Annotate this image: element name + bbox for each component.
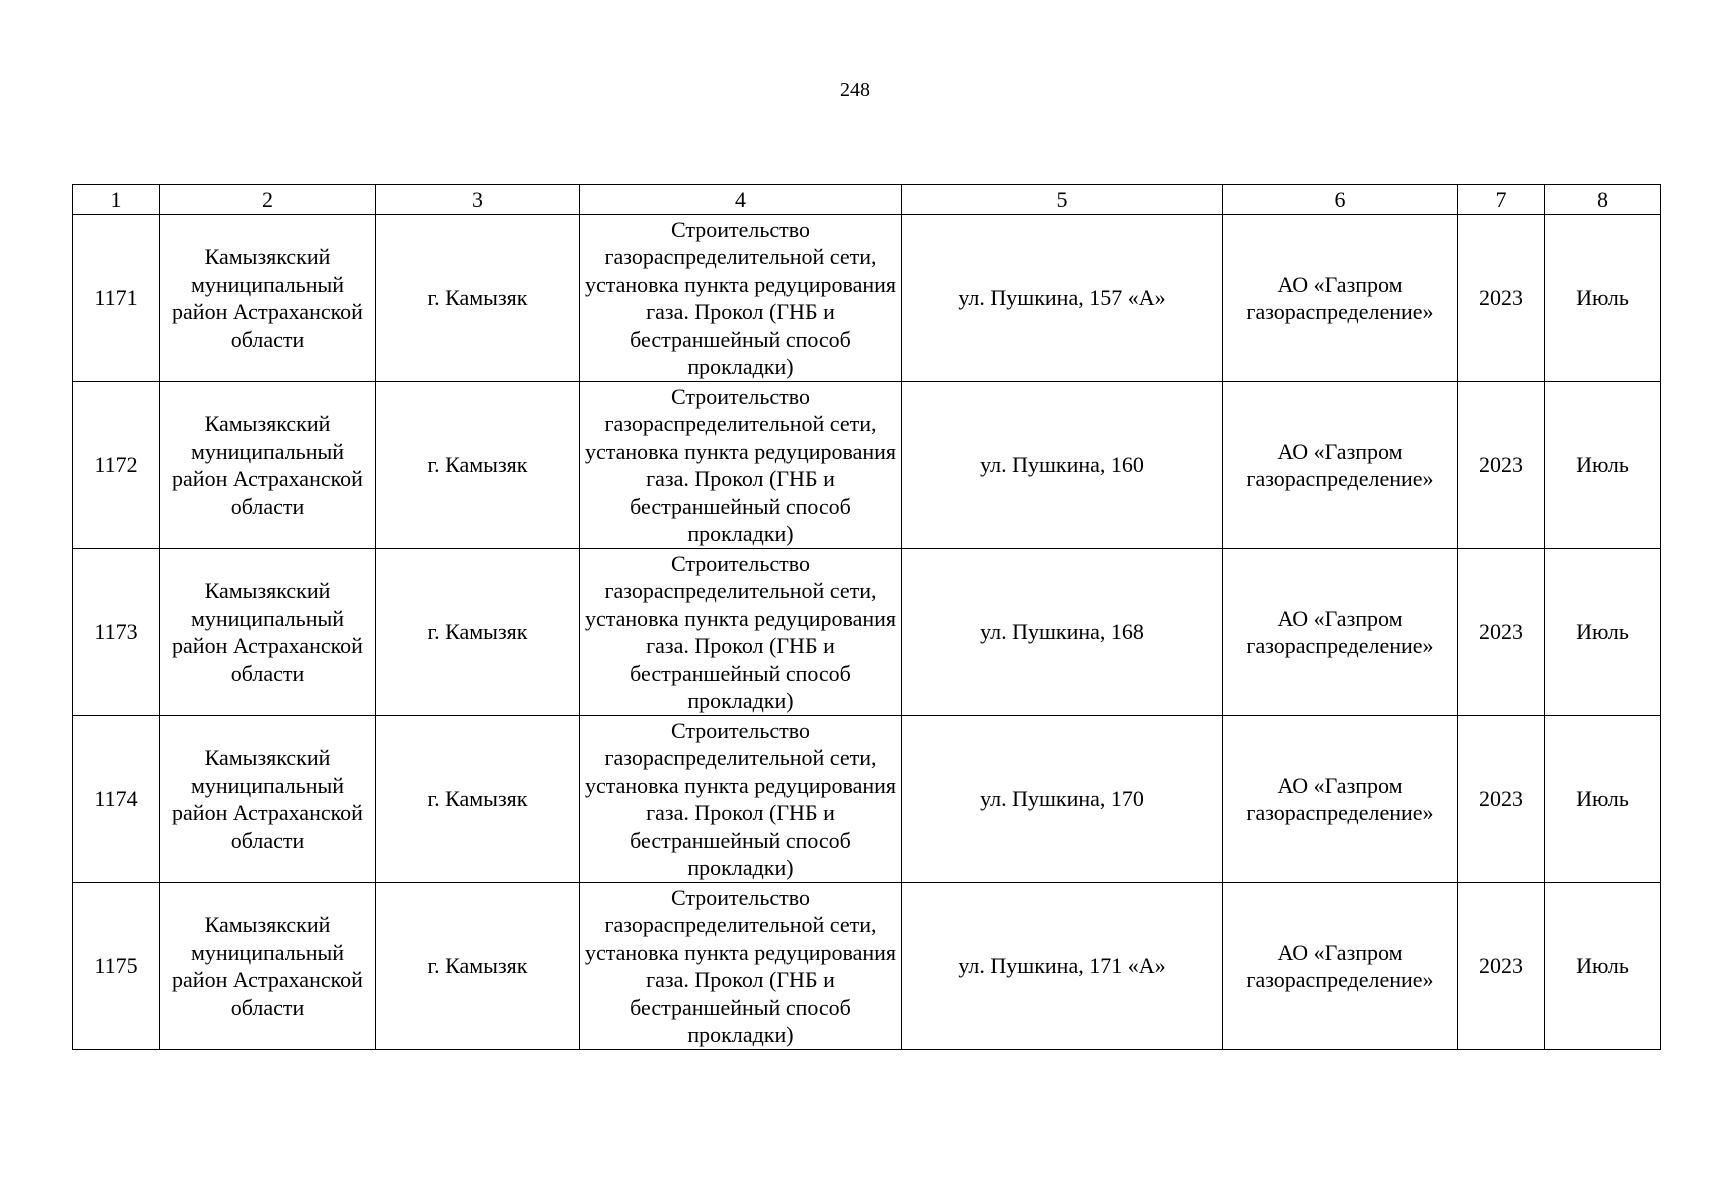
- district-cell: Камызякский муниципальный район Астраханской области: [160, 382, 376, 549]
- works-cell: Строительство газораспределительной сети, установка пункта редуцирования газа. Прокол (ГНБ и бестраншейный способ прокладки): [580, 382, 902, 549]
- table-row: [73, 382, 1661, 549]
- column-header-2: 2: [160, 185, 376, 215]
- locality-cell: г. Камызяк: [376, 716, 580, 883]
- column-number-row: [73, 185, 1661, 215]
- organization-cell: АО «Газпром газораспределение»: [1223, 215, 1458, 382]
- month-cell: Июль: [1545, 382, 1661, 549]
- table-row: [73, 215, 1661, 382]
- address-cell: ул. Пушкина, 171 «А»: [902, 883, 1223, 1050]
- locality-cell: г. Камызяк: [376, 382, 580, 549]
- table-row: [73, 549, 1661, 716]
- works-cell: Строительство газораспределительной сети, установка пункта редуцирования газа. Прокол (ГНБ и бестраншейный способ прокладки): [580, 215, 902, 382]
- district-cell: Камызякский муниципальный район Астраханской области: [160, 883, 376, 1050]
- locality-cell: г. Камызяк: [376, 883, 580, 1050]
- row-number-cell: 1171: [73, 215, 160, 382]
- column-header-3: 3: [376, 185, 580, 215]
- table-row: [73, 716, 1661, 883]
- month-cell: Июль: [1545, 215, 1661, 382]
- works-cell: Строительство газораспределительной сети, установка пункта редуцирования газа. Прокол (ГНБ и бестраншейный способ прокладки): [580, 549, 902, 716]
- page-number: 248: [840, 79, 870, 101]
- district-cell: Камызякский муниципальный район Астраханской области: [160, 549, 376, 716]
- column-header-5: 5: [902, 185, 1223, 215]
- row-number-cell: 1172: [73, 382, 160, 549]
- column-header-1: 1: [73, 185, 160, 215]
- column-header-4: 4: [580, 185, 902, 215]
- address-cell: ул. Пушкина, 168: [902, 549, 1223, 716]
- works-cell: Строительство газораспределительной сети, установка пункта редуцирования газа. Прокол (ГНБ и бестраншейный способ прокладки): [580, 883, 902, 1050]
- works-cell: Строительство газораспределительной сети, установка пункта редуцирования газа. Прокол (ГНБ и бестраншейный способ прокладки): [580, 716, 902, 883]
- year-cell: 2023: [1458, 382, 1545, 549]
- address-cell: ул. Пушкина, 170: [902, 716, 1223, 883]
- year-cell: 2023: [1458, 549, 1545, 716]
- organization-cell: АО «Газпром газораспределение»: [1223, 382, 1458, 549]
- locality-cell: г. Камызяк: [376, 549, 580, 716]
- row-number-cell: 1173: [73, 549, 160, 716]
- organization-cell: АО «Газпром газораспределение»: [1223, 549, 1458, 716]
- organization-cell: АО «Газпром газораспределение»: [1223, 883, 1458, 1050]
- month-cell: Июль: [1545, 549, 1661, 716]
- table-row: [73, 883, 1661, 1050]
- gas-network-register-table: [72, 184, 1661, 1050]
- column-header-7: 7: [1458, 185, 1545, 215]
- district-cell: Камызякский муниципальный район Астраханской области: [160, 716, 376, 883]
- month-cell: Июль: [1545, 883, 1661, 1050]
- year-cell: 2023: [1458, 716, 1545, 883]
- year-cell: 2023: [1458, 215, 1545, 382]
- address-cell: ул. Пушкина, 160: [902, 382, 1223, 549]
- row-number-cell: 1175: [73, 883, 160, 1050]
- column-header-6: 6: [1223, 185, 1458, 215]
- year-cell: 2023: [1458, 883, 1545, 1050]
- row-number-cell: 1174: [73, 716, 160, 883]
- column-header-8: 8: [1545, 185, 1661, 215]
- organization-cell: АО «Газпром газораспределение»: [1223, 716, 1458, 883]
- month-cell: Июль: [1545, 716, 1661, 883]
- locality-cell: г. Камызяк: [376, 215, 580, 382]
- district-cell: Камызякский муниципальный район Астраханской области: [160, 215, 376, 382]
- address-cell: ул. Пушкина, 157 «А»: [902, 215, 1223, 382]
